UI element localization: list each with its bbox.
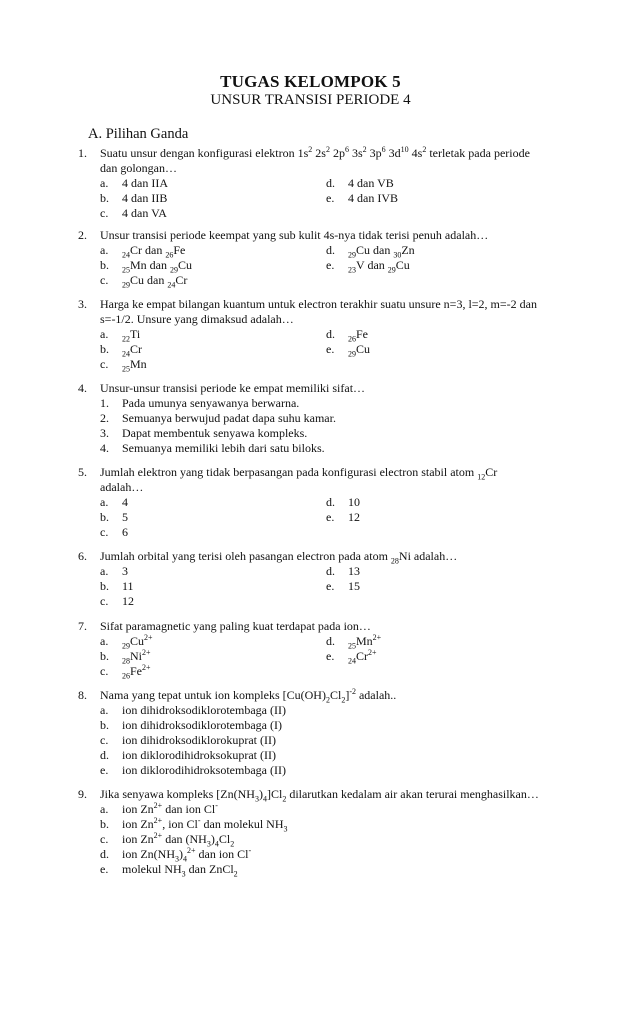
option-d[interactable]: d. 4 dan VB (326, 176, 394, 190)
question-3 (78, 297, 558, 372)
option-a[interactable]: a. 4 (100, 495, 128, 509)
option-c[interactable]: c. 12 (100, 594, 134, 608)
options (100, 327, 558, 372)
question-5 (78, 465, 558, 540)
option-d[interactable]: d. 10 (326, 495, 360, 509)
question-line: s=-1/2. Unsure yang dimaksud adalah… (100, 312, 294, 326)
option-b[interactable]: b. ion $Zn^{2+}$, ion Cl- dan molekul $NH_3$ (100, 816, 288, 834)
section-heading: A. Pilihan Ganda (88, 126, 189, 142)
question-number: 7. (78, 619, 87, 633)
question-number: 2. (78, 228, 87, 242)
question-text: Sifat paramagnetic yang paling kuat terdapat pada ion… (100, 619, 371, 633)
question-line: Jumlah elektron yang tidak berpasangan pada konfigurasi electron stabil atom $_{12}$Cr (100, 465, 498, 482)
option-a[interactable]: a. ion dihidroksodiklorotembaga (II) (100, 703, 286, 717)
question-number: 6. (78, 549, 87, 563)
question-text: Unsur transisi periode keempat yang sub kulit 4s-nya tidak terisi penuh adalah… (100, 228, 489, 242)
options (100, 495, 558, 540)
options (100, 802, 558, 877)
option-b[interactable]: b. $_{28}Ni^{2+}$ (100, 648, 151, 666)
question-2 (78, 228, 558, 288)
option-c[interactable]: c. ion $Zn^{2+}$ dan $(NH_3)_4Cl_2$ (100, 831, 235, 849)
option-b[interactable]: b. $_{24}$Cr (100, 342, 142, 359)
option-c[interactable]: c. 4 dan VA (100, 206, 167, 220)
question-number: 5. (78, 465, 87, 479)
question-6 (78, 549, 558, 609)
option-c[interactable]: c. $_{25}$Mn (100, 357, 147, 374)
option-e[interactable]: e. ion diklorodihidroksotembaga (II) (100, 763, 286, 777)
option-d[interactable]: d. $_{25}Mn^{2+}$ (326, 633, 382, 651)
option-e[interactable]: e. molekul $NH_3$ dan ZnCl$_2$ (100, 862, 238, 879)
question-8 (78, 688, 558, 778)
option-e[interactable]: e. 15 (326, 579, 360, 593)
question-line: Suatu unsur dengan konfigurasi elektron $1s^2$ $2s^2$ $2p^6$ $3s^2$ $3p^6$ $3d^{10}$ $4s^2$ terletak pada periode (100, 145, 530, 160)
document-subtitle: UNSUR TRANSISI PERIODE 4 (210, 92, 411, 108)
question-line: dan golongan… (100, 161, 177, 175)
option-d[interactable]: d. $_{26}$Fe (326, 327, 368, 344)
option-a[interactable]: a. ion $Zn^{2+}$ dan ion Cl- (100, 801, 218, 816)
question-1 (78, 146, 558, 221)
options (100, 564, 558, 609)
options (100, 176, 558, 221)
question-text: Jumlah orbital yang terisi oleh pasangan electron pada atom $_{28}$Ni adalah… (100, 549, 458, 566)
option-b[interactable]: b. 11 (100, 579, 134, 593)
question-line: adalah… (100, 480, 144, 494)
option-d[interactable]: d. $_{29}$Cu dan $_{30}$Zn (326, 243, 415, 260)
option-b[interactable]: b. 4 dan IIB (100, 191, 168, 205)
options (100, 243, 558, 288)
option-e[interactable]: e. 4 dan IVB (326, 191, 398, 205)
option-e[interactable]: e. $_{23}$V dan $_{29}$Cu (326, 258, 410, 275)
question-number: 4. (78, 381, 87, 395)
option-a[interactable]: a. $_{24}$Cr dan $_{26}$Fe (100, 243, 186, 260)
list-item: 2. Semuanya berwujud padat dapa suhu kamar. (100, 411, 336, 425)
option-e[interactable]: e. $_{29}$Cu (326, 342, 371, 359)
option-e[interactable]: e. 12 (326, 510, 360, 524)
list-item: 1. Pada umunya senyawanya berwarna. (100, 396, 300, 410)
option-b[interactable]: b. ion dihidroksodiklorotembaga (I) (100, 718, 282, 732)
question-text: Unsur-unsur transisi periode ke empat memiliki sifat… (100, 381, 366, 395)
question-text: Jika senyawa kompleks $[Zn(NH_3)_4]Cl_2$ dilarutkan kedalam air akan terurai menghasilkan… (100, 787, 539, 804)
question-text (100, 146, 558, 176)
question-text: Nama yang tepat untuk ion kompleks $[Cu(OH)_2Cl_2]^{-2}$ adalah.. (100, 687, 397, 705)
list-item: 4. Semuanya memiliki lebih dari satu biloks. (100, 441, 325, 455)
question-4 (78, 381, 558, 456)
statement-list (100, 396, 558, 456)
option-a[interactable]: a. $_{22}$Ti (100, 327, 141, 344)
options (100, 703, 558, 778)
question-number: 1. (78, 146, 87, 160)
question-number: 3. (78, 297, 87, 311)
question-number: 8. (78, 688, 87, 702)
question-7 (78, 619, 558, 679)
option-d[interactable]: d. ion diklorodihidroksokuprat (II) (100, 748, 276, 762)
question-9 (78, 787, 558, 877)
question-text (100, 465, 558, 495)
option-a[interactable]: a. 4 dan IIA (100, 176, 168, 190)
option-b[interactable]: b. $_{25}$Mn dan $_{29}$Cu (100, 258, 193, 275)
question-number: 9. (78, 787, 87, 801)
options (100, 634, 558, 679)
option-a[interactable]: a. $_{29}Cu^{2+}$ (100, 633, 153, 651)
option-b[interactable]: b. 5 (100, 510, 128, 524)
option-d[interactable]: d. 13 (326, 564, 360, 578)
list-item: 3. Dapat membentuk senyawa kompleks. (100, 426, 308, 440)
option-c[interactable]: c. 6 (100, 525, 128, 539)
option-c[interactable]: c. $_{29}$Cu dan $_{24}$Cr (100, 273, 188, 290)
option-c[interactable]: c. $_{26}Fe^{2+}$ (100, 663, 151, 681)
document-title: TUGAS KELOMPOK 5 (220, 72, 401, 91)
option-d[interactable]: d. ion $Zn(NH_3)_4^{2+}$ dan ion Cl- (100, 846, 252, 864)
question-line: Harga ke empat bilangan kuantum untuk electron terakhir suatu unsure n=3, l=2, m=-2 dan (100, 297, 537, 311)
question-text (100, 297, 558, 327)
option-a[interactable]: a. 3 (100, 564, 128, 578)
option-c[interactable]: c. ion dihidroksodiklorokuprat (II) (100, 733, 276, 747)
option-e[interactable]: e. $_{24}Cr^{2+}$ (326, 648, 377, 666)
